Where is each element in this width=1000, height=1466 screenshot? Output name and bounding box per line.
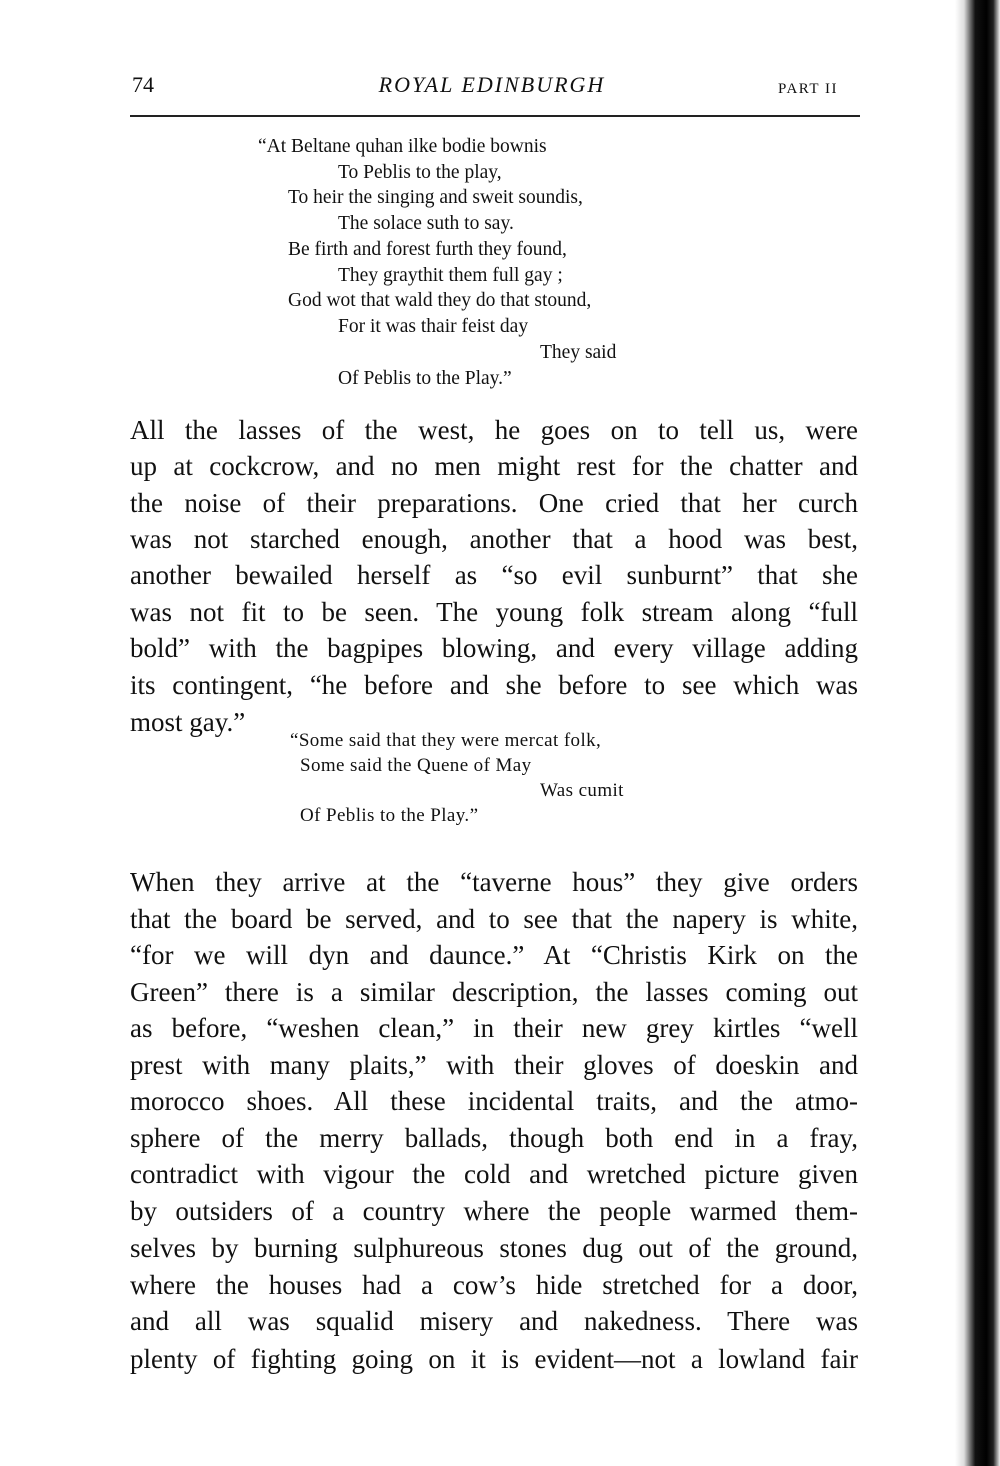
verse-line: For it was thair feist day (338, 316, 529, 337)
paragraph-line: and all was squalid misery and nakedness. There was (130, 1306, 858, 1336)
paragraph-line: that the board be served, and to see that the napery is white, (130, 904, 858, 934)
running-title: ROYAL EDINBURGH (378, 72, 606, 97)
verse-line: To heir the singing and sweit soundis, (288, 187, 583, 208)
verse-line: God wot that wald they do that stound, (288, 290, 592, 311)
paragraph-line: sphere of the merry ballads, though both end in a fray, (130, 1123, 858, 1153)
paragraph-line: Green” there is a similar description, the lasses coming out (130, 977, 858, 1007)
verse-line: Of Peblis to the Play.” (338, 368, 512, 389)
paragraph-line: by outsiders of a country where the people warmed them- (130, 1196, 858, 1226)
scan-edge-shadow (955, 0, 1000, 1466)
paragraph-line: was not starched enough, another that a hood was best, (130, 524, 858, 554)
verse-line: “Some said that they were mercat folk, (290, 730, 602, 751)
paragraph-line: selves by burning sulphureous stones dug out of the ground, (130, 1233, 858, 1263)
verse-line: Was cumit (540, 780, 624, 801)
paragraph-line: contradict with vigour the cold and wretched picture given (130, 1159, 858, 1189)
verse-line: The solace suth to say. (338, 213, 514, 234)
verse-line: To Peblis to the play, (338, 162, 502, 183)
paragraph-line: “for we will dyn and daunce.” At “Christis Kirk on the (130, 940, 858, 970)
paragraph-line: up at cockcrow, and no men might rest for the chatter and (130, 451, 858, 481)
verse-line: Be firth and forest furth they found, (288, 239, 567, 260)
paragraph-line: as before, “weshen clean,” in their new grey kirtles “well (130, 1013, 858, 1043)
verse-line: They said (540, 342, 617, 363)
paragraph-line: where the houses had a cow’s hide stretched for a door, (130, 1270, 858, 1300)
paragraph-line: prest with many plaits,” with their gloves of doeskin and (130, 1050, 858, 1080)
paragraph-line: When they arrive at the “taverne hous” they give orders (130, 867, 858, 897)
paragraph-line: was not fit to be seen. The young folk stream along “full (130, 597, 858, 627)
verse-line: They graythit them full gay ; (338, 265, 563, 286)
verse-line: Of Peblis to the Play.” (300, 805, 479, 826)
paragraph-line: plenty of fighting going on it is evident—not a lowland fair (130, 1344, 858, 1374)
verse-line: Some said the Quene of May (300, 755, 532, 776)
paragraph-line: most gay.” (130, 707, 246, 737)
paragraph-line: All the lasses of the west, he goes on to tell us, were (130, 415, 858, 445)
paragraph-line: another bewailed herself as “so evil sunburnt” that she (130, 560, 858, 590)
paragraph-line: morocco shoes. All these incidental traits, and the atmo- (130, 1086, 858, 1116)
header-rule (130, 115, 860, 117)
paragraph-line: the noise of their preparations. One cried that her curch (130, 488, 858, 518)
verse-line: “At Beltane quhan ilke bodie bownis (258, 136, 547, 157)
paragraph-line: bold” with the bagpipes blowing, and every village adding (130, 633, 858, 663)
page-number: 74 (132, 72, 154, 97)
paragraph-line: its contingent, “he before and she before to see which was (130, 670, 858, 700)
part-label: PART II (778, 81, 839, 97)
